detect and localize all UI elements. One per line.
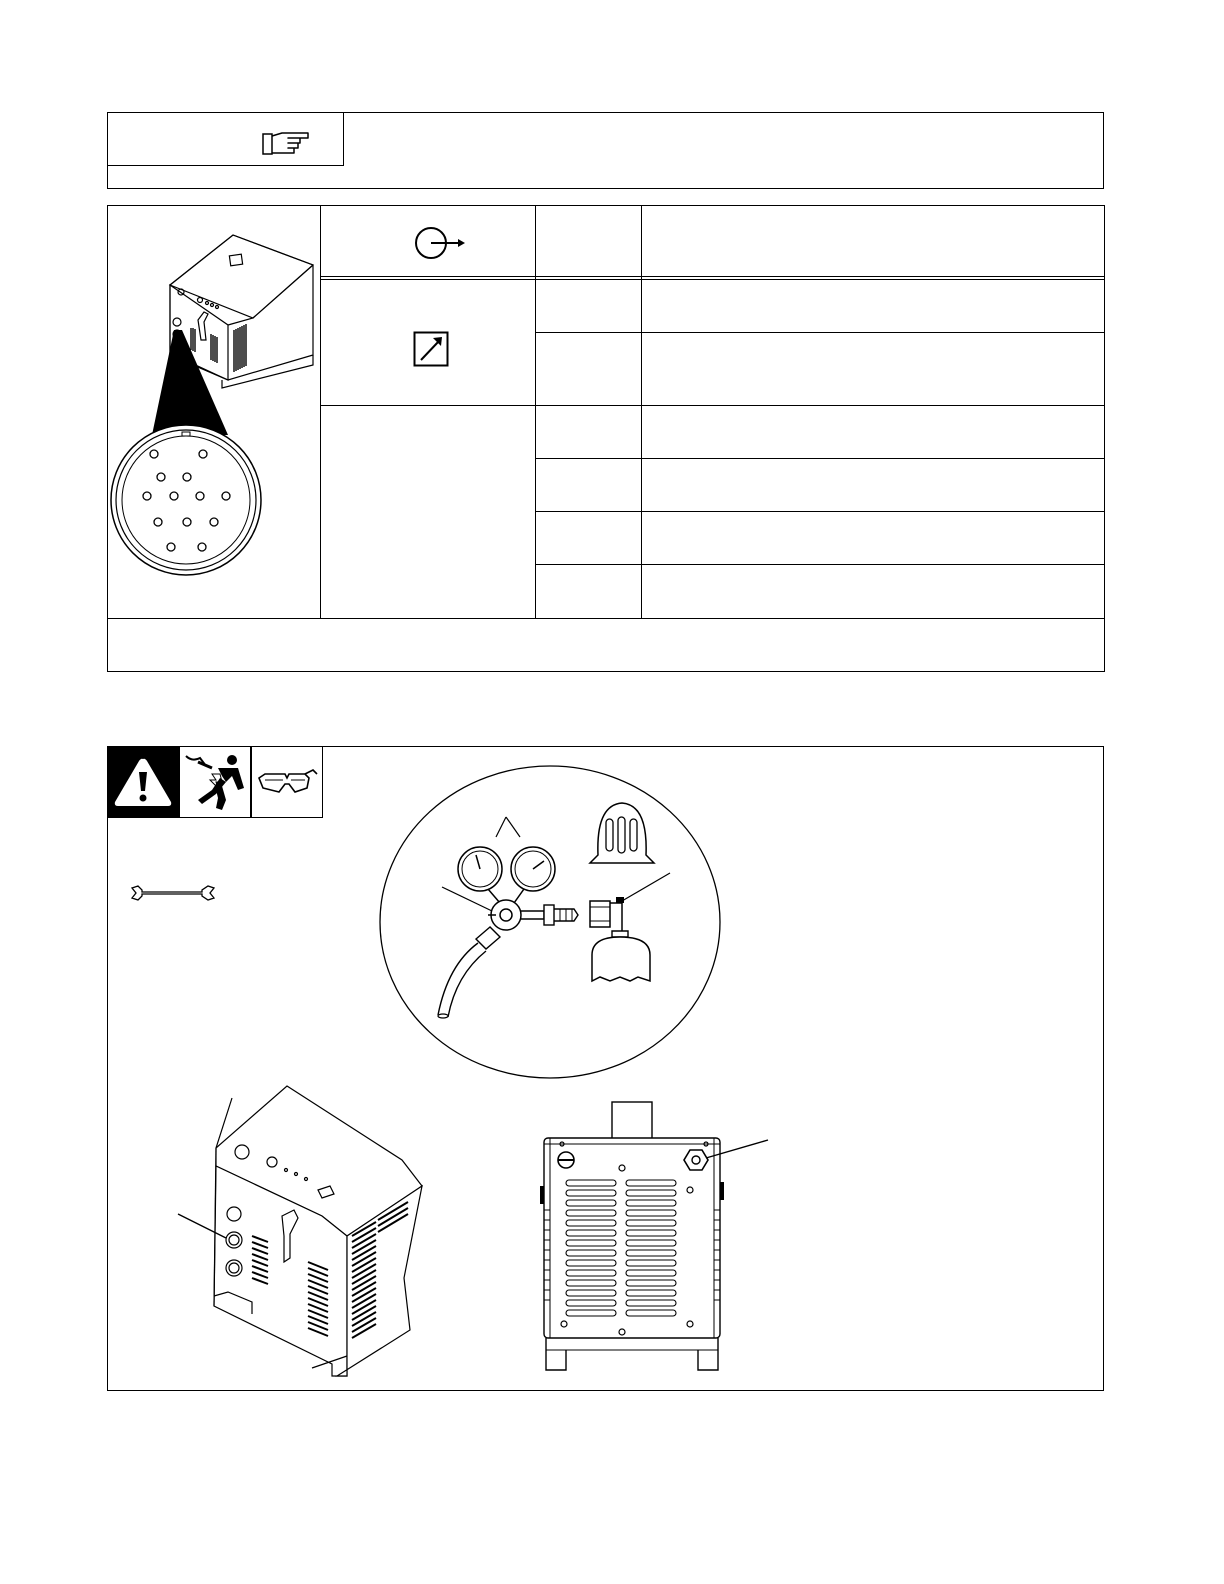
table-row-divider (535, 564, 1105, 565)
table-row-divider (535, 511, 1105, 512)
table-row-divider (320, 405, 1105, 406)
pointing-hand-icon (260, 130, 310, 158)
welding-power-source-rear-view (540, 1100, 772, 1374)
remote-amperage-control-icon (413, 331, 449, 367)
table-column-divider (535, 205, 536, 618)
table-column-divider (320, 205, 321, 618)
table-row-divider (535, 458, 1105, 459)
remote-14-receptacle-illustration (108, 230, 320, 580)
table-column-divider (641, 205, 642, 618)
gas-regulator-flowmeter-detail (378, 765, 724, 1081)
table-row-divider (320, 276, 1105, 277)
table-row-divider (535, 332, 1105, 333)
output-contactor-icon (414, 225, 466, 261)
table-row-divider (107, 618, 1105, 619)
table-row-divider (320, 279, 1105, 280)
wrench-icon (130, 884, 216, 902)
welding-power-source-front-view (172, 1086, 428, 1378)
warning-triangle-icon (112, 756, 174, 808)
safety-glasses-icon (255, 766, 319, 798)
electric-shock-hazard-icon (182, 752, 248, 812)
